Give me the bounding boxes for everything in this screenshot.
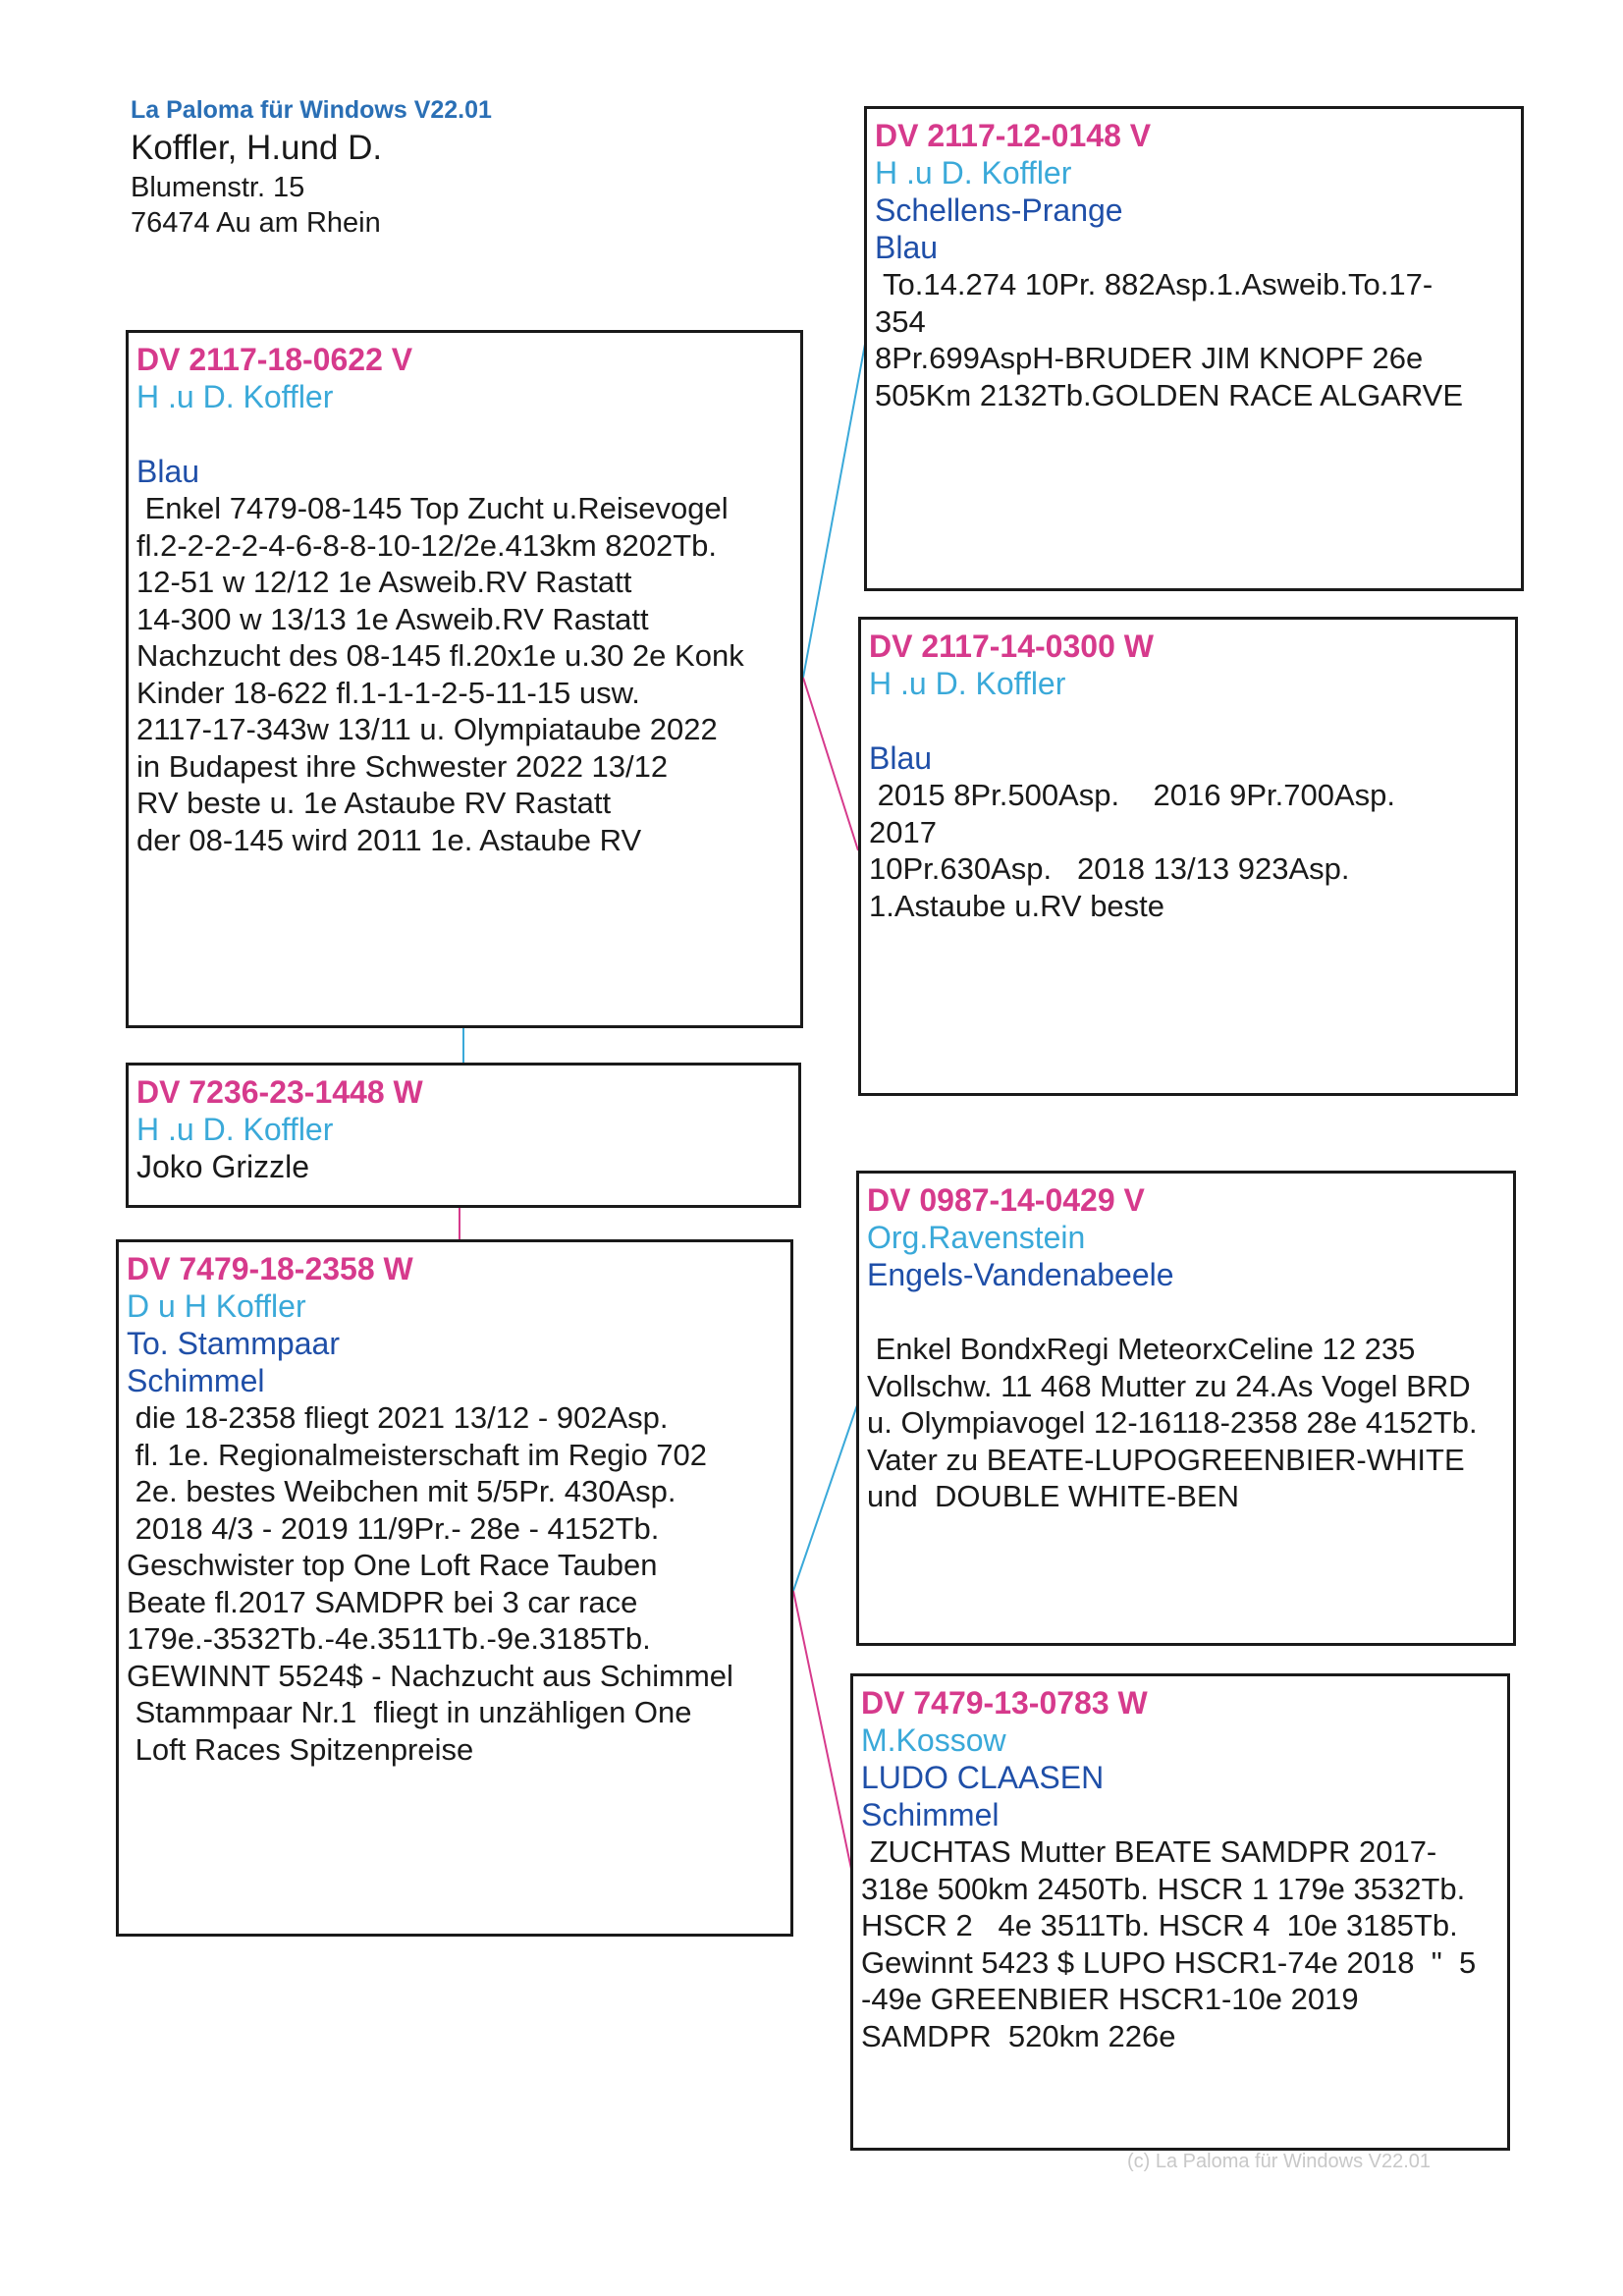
owner-city: 76474 Au am Rhein (131, 207, 381, 239)
copyright-watermark: (c) La Paloma für Windows V22.01 (1127, 2151, 1432, 2172)
pigeon-color: Schimmel (127, 1363, 265, 1398)
performance-notes: Enkel BondxRegi MeteorxCeline 12 235 Vollschw. 11 468 Mutter zu 24.As Vogel BRD u. Olympiavogel 12-16118-2358 28e 4152Tb. Vater zu BEATE-LUPOGREENBIER-WHITE und DOUBLE WHITE-BEN (867, 1332, 1478, 1513)
pigeon-card-mother (116, 1239, 793, 1937)
performance-notes: die 18-2358 fliegt 2021 13/12 - 902Asp. fl. 1e. Regionalmeisterschaft im Regio 702 2e. bestes Weibchen mit 5/5Pr. 430Asp. 2018 4/3 - 2019 11/9Pr.- 28e - 4152Tb. Geschwister top One Loft Race Tauben Beate fl.2017 SAMDPR bei 3 car race 179e.-3532Tb.-4e.3511Tb.-9e.3185Tb. GEWINNT 5524$ - Nachzucht aus Schimmel Stammpaar Nr.1 fliegt in unzähligen One Loft Races Spitzenpreise (127, 1400, 733, 1767)
performance-notes: 2015 8Pr.500Asp. 2016 9Pr.700Asp. 2017 10Pr.630Asp. 2018 13/13 923Asp. 1.Astaube u.RV beste (869, 778, 1396, 923)
pigeon-card-father (126, 330, 803, 1028)
ring-number: DV 2117-18-0622 V (136, 342, 413, 377)
breeder-name: Org.Ravenstein (867, 1220, 1086, 1255)
pigeon-name: LUDO CLAASEN (861, 1760, 1105, 1795)
pigeon-name: To. Stammpaar (127, 1326, 340, 1361)
breeder-name: H .u D. Koffler (875, 155, 1072, 191)
ring-number: DV 7236-23-1448 W (136, 1074, 423, 1110)
ring-number: DV 0987-14-0429 V (867, 1182, 1145, 1218)
pigeon-name: Joko Grizzle (136, 1149, 310, 1184)
breeder-name: H .u D. Koffler (136, 379, 334, 414)
ring-number: DV 7479-18-2358 W (127, 1251, 413, 1286)
connector-mother-father (793, 1402, 858, 1591)
pigeon-name (869, 702, 1509, 739)
breeder-name: H .u D. Koffler (869, 666, 1066, 701)
pigeon-card-mother-father (856, 1171, 1516, 1646)
pigeon-name (136, 415, 794, 453)
performance-notes: Enkel 7479-08-145 Top Zucht u.Reisevogel fl.2-2-2-2-4-6-8-8-10-12/2e.413km 8202Tb. 12-51 w 12/12 1e Asweib.RV Rastatt 14-300 w 13/13 1e Asweib.RV Rastatt Nachzucht des 08-145 fl.20x1e u.30 2e Konk Kinder 18-622 fl.1-1-1-2-5-11-15 usw. 2117-17-343w 13/11 u. Olympiataube 2022 in Budapest ihre Schwester 2022 13/12 RV beste u. 1e Astaube RV Rastatt der 08-145 wird 2011 1e. Astaube RV (136, 491, 744, 857)
breeder-name: H .u D. Koffler (136, 1112, 334, 1147)
connector-father-father (803, 339, 866, 678)
breeder-name: D u H Koffler (127, 1288, 306, 1324)
performance-notes: ZUCHTAS Mutter BEATE SAMDPR 2017- 318e 500km 2450Tb. HSCR 1 179e 3532Tb. HSCR 2 4e 3511Tb. HSCR 4 10e 3185Tb. Gewinnt 5423 $ LUPO HSCR1-74e 2018 " 5 -49e GREENBIER HSCR1-10e 2019 SAMDPR 520km 226e (861, 1834, 1477, 2053)
pigeon-color: Blau (869, 740, 933, 776)
pigeon-name: Engels-Vandenabeele (867, 1257, 1174, 1292)
document-header (131, 96, 492, 241)
pigeon-card-father-mother (858, 617, 1518, 1096)
ring-number: DV 2117-14-0300 W (869, 629, 1154, 664)
pigeon-color: Blau (875, 230, 939, 265)
app-title: La Paloma für Windows V22.01 (131, 96, 492, 124)
pigeon-card-subject (126, 1063, 801, 1208)
performance-notes: To.14.274 10Pr. 882Asp.1.Asweib.To.17- 354 8Pr.699AspH-BRUDER JIM KNOPF 26e 505Km 2132Tb.GOLDEN RACE ALGARVE (875, 267, 1464, 412)
breeder-name: M.Kossow (861, 1722, 1006, 1758)
owner-name: Koffler, H.und D. (131, 129, 383, 167)
ring-number: DV 2117-12-0148 V (875, 118, 1152, 153)
ring-number: DV 7479-13-0783 W (861, 1685, 1148, 1721)
pigeon-card-mother-mother (850, 1673, 1510, 2151)
owner-street: Blumenstr. 15 (131, 172, 305, 203)
connector-mother-mother (793, 1591, 852, 1874)
pigeon-color: Schimmel (861, 1797, 1000, 1832)
pigeon-color (867, 1293, 1507, 1331)
pigeon-color: Blau (136, 454, 200, 489)
pigeon-name: Schellens-Prange (875, 192, 1123, 228)
pigeon-card-father-father (864, 106, 1524, 591)
connector-father-mother (803, 678, 858, 850)
